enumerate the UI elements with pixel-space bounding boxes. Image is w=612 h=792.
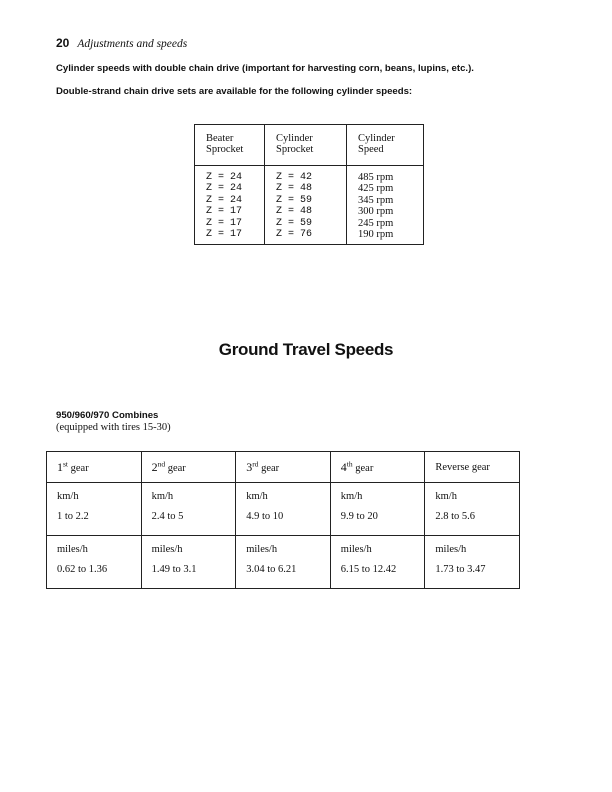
- unit-label: km/h: [340, 491, 363, 502]
- ground-speed-table: [46, 451, 520, 589]
- gear-ordinal-suffix: nd: [157, 459, 166, 468]
- table-cell: [330, 483, 425, 536]
- table-cell: [236, 483, 331, 536]
- table-cell-value: Z = 17: [206, 206, 243, 218]
- table-cell-value: 190 rpm: [358, 229, 394, 241]
- unit-label: km/h: [57, 491, 79, 502]
- speed-range: 1.49 to 3.1: [151, 564, 197, 575]
- page-header: [56, 36, 187, 51]
- intro-text-chain-drive-sets: Double-strand chain drive sets are available for the following cylinder speeds:: [56, 86, 413, 97]
- header-line: Speed: [358, 144, 384, 156]
- page-header-title: Adjustments and speeds: [77, 38, 188, 50]
- table-cell: [141, 483, 236, 536]
- unit-label: miles/h: [57, 544, 88, 555]
- header-line: Cylinder: [358, 133, 395, 144]
- gear-number: 4: [340, 459, 347, 474]
- tire-note: (equipped with tires 15-30): [56, 422, 171, 433]
- table-cell: [47, 483, 142, 536]
- table-cell-value: 485 rpm: [358, 172, 394, 183]
- table-cell-value: Z = 24: [206, 172, 243, 183]
- combine-models-label: 950/960/970 Combines: [56, 410, 159, 421]
- table-cell-value: Z = 24: [206, 183, 243, 195]
- speed-range: 2.8 to 5.6: [435, 511, 476, 522]
- intro-text-cylinder-speeds: Cylinder speeds with double chain drive (important for harvesting corn, beans, lupins, etc.).: [56, 63, 474, 74]
- gear-label: gear: [68, 462, 89, 474]
- table-cell-value: Z = 48: [276, 206, 313, 218]
- table-cell-value: Z = 17: [206, 217, 243, 229]
- speed-range: 0.62 to 1.36: [57, 564, 108, 575]
- gear-number: 2: [151, 459, 158, 474]
- table-cell-value: Z = 42: [276, 172, 313, 183]
- speed-range: 6.15 to 12.42: [340, 564, 397, 575]
- speed-range: 4.9 to 10: [246, 511, 284, 522]
- header-4th-gear: [330, 452, 425, 483]
- unit-label: miles/h: [246, 544, 278, 555]
- unit-label: miles/h: [435, 544, 467, 555]
- table-cell-value: Z = 17: [206, 229, 243, 241]
- sprocket-table-header-row: [195, 125, 424, 166]
- gear-label: gear: [165, 462, 186, 474]
- table-cell: [425, 536, 520, 589]
- header-1st-gear: [47, 452, 142, 483]
- sprocket-table-body-row: [195, 166, 424, 245]
- table-cell-value: 345 rpm: [358, 194, 394, 206]
- speed-range: 2.4 to 5: [151, 511, 184, 522]
- header-line: Cylinder: [276, 133, 313, 144]
- gear-table-header-row: [47, 452, 520, 483]
- table-cell-value: Z = 48: [276, 183, 313, 195]
- header-line: Beater: [206, 133, 234, 144]
- gear-ordinal-suffix: th: [346, 459, 353, 468]
- table-cell-value: 245 rpm: [358, 217, 394, 229]
- header-3rd-gear: [236, 452, 331, 483]
- cylinder-speed-values: [347, 166, 424, 245]
- gear-label: Reverse gear: [435, 461, 490, 473]
- gear-ordinal-suffix: st: [63, 459, 69, 468]
- gear-label: gear: [352, 462, 374, 474]
- gear-number: 3: [246, 459, 253, 474]
- header-cylinder-sprocket: [265, 125, 347, 166]
- header-cylinder-speed: [347, 125, 424, 166]
- table-row-milesh: [47, 536, 520, 589]
- table-cell-value: Z = 76: [276, 229, 313, 241]
- table-cell: [141, 536, 236, 589]
- unit-label: km/h: [151, 491, 174, 502]
- table-cell: [425, 483, 520, 536]
- speed-range: 1 to 2.2: [57, 511, 89, 522]
- section-heading-ground-travel-speeds: Ground Travel Speeds: [218, 340, 394, 359]
- unit-label: miles/h: [340, 544, 372, 555]
- speed-range: 3.04 to 6.21: [246, 564, 297, 575]
- header-line: Sprocket: [276, 144, 314, 156]
- header-2nd-gear: [141, 452, 236, 483]
- page-number: 20: [56, 36, 70, 50]
- table-cell: [236, 536, 331, 589]
- table-cell: [47, 536, 142, 589]
- header-beater-sprocket: [195, 125, 265, 166]
- speed-range: 1.73 to 3.47: [435, 564, 486, 575]
- table-cell-value: Z = 59: [276, 217, 313, 229]
- unit-label: km/h: [246, 491, 268, 502]
- table-cell-value: Z = 24: [206, 194, 243, 206]
- cylinder-sprocket-values: [265, 166, 347, 245]
- beater-sprocket-values: [195, 166, 265, 245]
- table-cell-value: Z = 59: [276, 194, 313, 206]
- header-line: Sprocket: [206, 144, 244, 156]
- speed-range: 9.9 to 20: [340, 511, 378, 522]
- table-cell-value: 425 rpm: [358, 183, 394, 195]
- table-row-kmh: [47, 483, 520, 536]
- gear-label: gear: [258, 462, 280, 474]
- gear-number: 1: [57, 459, 63, 474]
- sprocket-speed-table: [194, 124, 424, 245]
- table-cell: [330, 536, 425, 589]
- unit-label: km/h: [435, 491, 457, 502]
- unit-label: miles/h: [151, 544, 183, 555]
- gear-ordinal-suffix: rd: [252, 459, 259, 468]
- table-cell-value: 300 rpm: [358, 206, 394, 218]
- header-reverse-gear: [425, 452, 520, 483]
